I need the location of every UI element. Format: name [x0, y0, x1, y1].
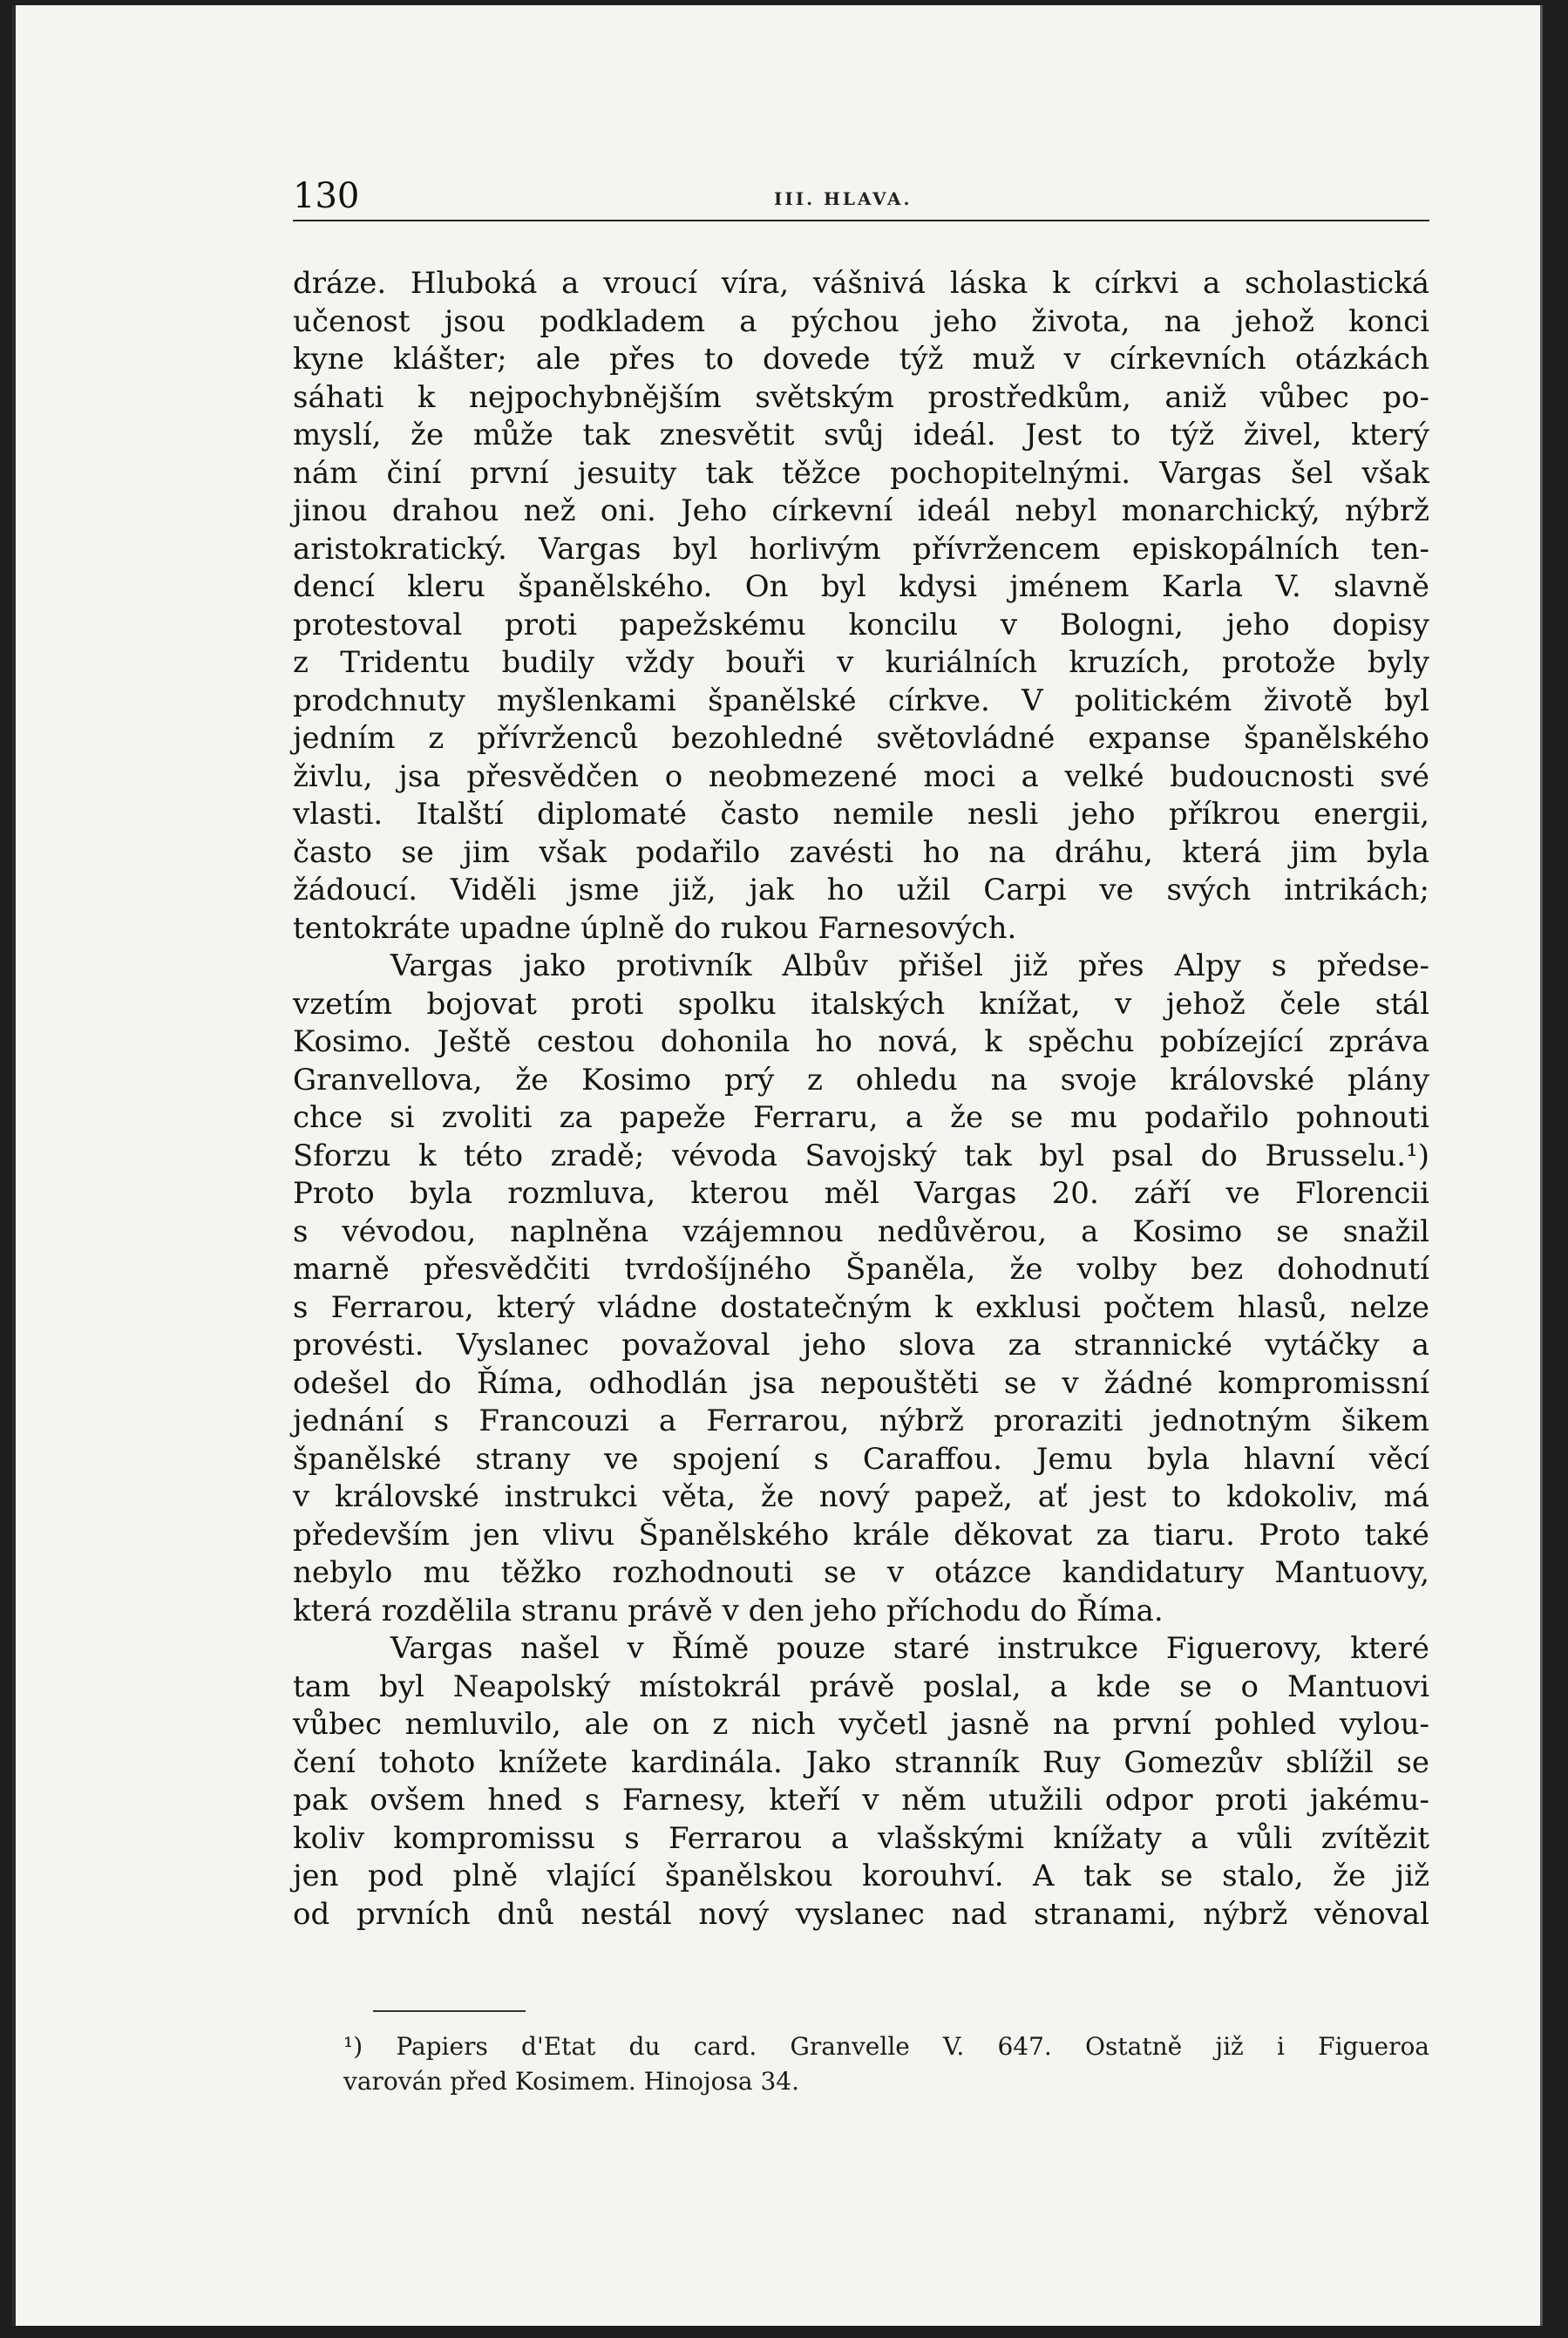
text-line: Vargas jako protivník Albův přišel již přes Alpy s předse-	[390, 948, 1429, 983]
text-line: Kosimo. Ještě cestou dohonila ho nová, k spěchu pobízející zpráva	[293, 1024, 1429, 1059]
text-line: vzetím bojovat proti spolku italských knížat, v jehož čele stál	[293, 986, 1429, 1022]
body-text	[293, 265, 1429, 1934]
footnote-line: ¹) Papiers d'Etat du card. Granvelle V. 647. Ostatně již i Figueroa	[343, 2032, 1429, 2061]
text-line: tentokráte upadne úplně do rukou Farnesových.	[293, 910, 1017, 946]
page-header	[293, 176, 1429, 221]
text-line: s Ferrarou, který vládne dostatečným k exklusi počtem hlasů, nelze	[293, 1289, 1429, 1325]
text-line: jinou drahou než oni. Jeho církevní ideál nebyl monarchický, nýbrž	[293, 493, 1429, 528]
text-line: kyne klášter; ale přes to dovede týž muž v církevních otázkách	[293, 342, 1429, 377]
text-line: aristokratický. Vargas byl horlivým přívržencem episkopálních ten-	[293, 531, 1429, 567]
text-line: jedním z přívrženců bezohledné světovládné expanse španělského	[293, 721, 1429, 756]
text-line: jen pod plně vlající španělskou korouhví. A tak se stalo, že již	[293, 1859, 1429, 1893]
paragraph-1	[293, 265, 1429, 948]
text-line: z Tridentu budily vždy bouři v kuriálních kruzích, protože byly	[293, 645, 1429, 680]
text-line: vlasti. Italští diplomaté často nemile nesli jeho příkrou energii,	[293, 797, 1429, 832]
text-line: dencí kleru španělského. On byl kdysi jménem Karla V. slavně	[293, 569, 1429, 604]
text-line: myslí, že může tak znesvětit svůj ideál. Jest to týž živel, který	[293, 418, 1429, 452]
paragraph-2	[293, 948, 1429, 1630]
paragraph-3	[293, 1630, 1429, 1934]
text-line: odešel do Říma, odhodlán jsa nepouštěti se v žádné kompromissní	[293, 1365, 1429, 1401]
text-line: jednání s Francouzi a Ferrarou, nýbrž proraziti jednotným šikem	[293, 1403, 1429, 1438]
text-line: Granvellova, že Kosimo prý z ohledu na svoje královské plány	[293, 1062, 1429, 1098]
text-line: Vargas našel v Římě pouze staré instrukce Figuerovy, které	[390, 1631, 1429, 1666]
footnote-line: varován před Kosimem. Hinojosa 34.	[343, 2067, 800, 2096]
text-line: marně přesvědčiti tvrdošíjného Španěla, že volby bez dohodnutí	[293, 1252, 1429, 1287]
text-line: nám činí první jesuity tak těžce pochopitelnými. Vargas šel však	[293, 455, 1429, 491]
text-line: sáhati k nejpochybnějším světským prostředkům, aniž vůbec po-	[293, 379, 1429, 415]
running-head: III. HLAVA.	[774, 188, 913, 209]
text-line: španělské strany ve spojení s Caraffou. Jemu byla hlavní věcí	[293, 1441, 1429, 1477]
text-line: pak ovšem hned s Farnesy, kteří v něm utužili odpor proti jakému-	[293, 1783, 1429, 1818]
text-line: tam byl Neapolský místokrál právě poslal, a kde se o Mantuovi	[293, 1669, 1429, 1704]
text-line: žádoucí. Viděli jsme již, jak ho užil Carpi ve svých intrikách;	[293, 873, 1429, 907]
text-line: provésti. Vyslanec považoval jeho slova za strannické vytáčky a	[293, 1328, 1429, 1363]
text-line: často se jim však podařilo zavésti ho na dráhu, která jim byla	[293, 834, 1429, 870]
text-line: především jen vlivu Španělského krále děkovat za tiaru. Proto také	[293, 1517, 1429, 1553]
page-number: 130	[293, 176, 360, 216]
book-page	[12, 5, 1543, 2326]
text-line: prodchnuty myšlenkami španělské církve. V politickém životě byl	[293, 683, 1429, 718]
text-line: živlu, jsa přesvědčen o neobmezené moci a velké budoucnosti své	[293, 758, 1429, 794]
text-line: která rozdělila stranu právě v den jeho příchodu do Říma.	[293, 1593, 1164, 1628]
text-line: koliv kompromissu s Ferrarou a vlašskými knížaty a vůli zvítězit	[293, 1820, 1429, 1856]
text-line: protestoval proti papežskému koncilu v Bologni, jeho dopisy	[293, 607, 1429, 642]
text-line: dráze. Hluboká a vroucí víra, vášnivá láska k církvi a scholastická	[293, 266, 1429, 301]
text-line: v královské instrukci věta, že nový papež, ať jest to kdokoliv, má	[293, 1479, 1429, 1514]
footnote-divider	[373, 2010, 526, 2012]
text-line: Proto byla rozmluva, kterou měl Vargas 20. září ve Florencii	[293, 1176, 1429, 1211]
text-line: chce si zvoliti za papeže Ferraru, a že se mu podařilo pohnouti	[293, 1100, 1429, 1135]
text-line: od prvních dnů nestál nový vyslanec nad stranami, nýbrž věnoval	[293, 1896, 1429, 1932]
text-line: s vévodou, naplněna vzájemnou nedůvěrou, a Kosimo se snažil	[293, 1213, 1429, 1249]
text-line: vůbec nemluvilo, ale on z nich vyčetl jasně na první pohled vylou-	[293, 1707, 1429, 1742]
text-line: učenost jsou podkladem a pýchou jeho života, na jehož konci	[293, 303, 1429, 339]
text-line: nebylo mu těžko rozhodnouti se v otázce kandidatury Mantuovy,	[293, 1555, 1429, 1590]
text-line: Sforzu k této zradě; vévoda Savojský tak byl psal do Brusselu.¹)	[293, 1138, 1429, 1173]
text-line: čení tohoto knížete kardinála. Jako stranník Ruy Gomezův sblížil se	[293, 1744, 1429, 1780]
footnotes	[343, 2029, 1429, 2099]
